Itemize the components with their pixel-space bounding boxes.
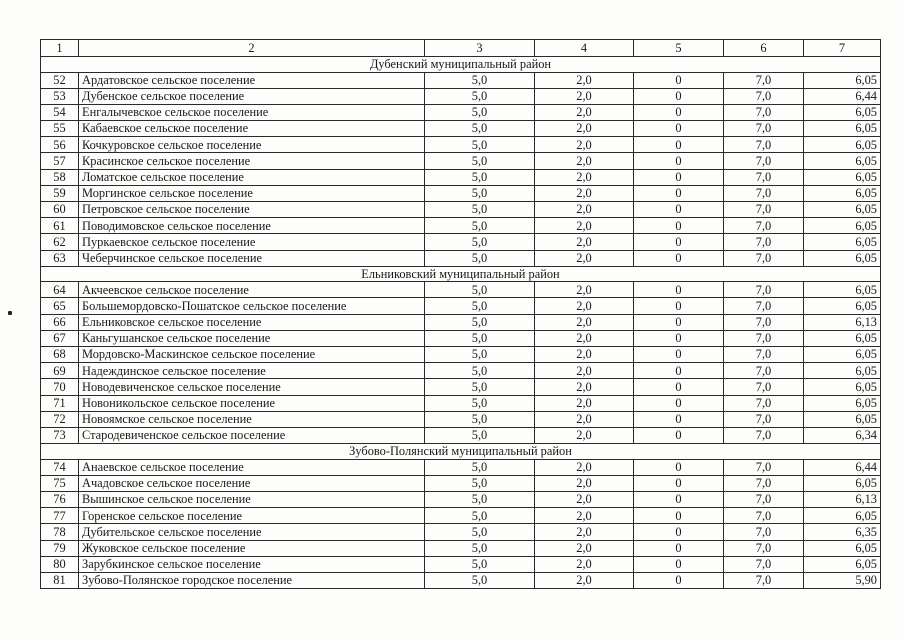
value-col-7: 6,05 xyxy=(804,379,881,395)
table-row xyxy=(41,121,881,137)
value-col-7: 6,05 xyxy=(804,508,881,524)
value-col-6: 7,0 xyxy=(724,137,804,153)
value-col-4: 2,0 xyxy=(535,540,634,556)
value-col-4: 2,0 xyxy=(535,524,634,540)
value-col-6: 7,0 xyxy=(724,88,804,104)
row-number: 57 xyxy=(41,153,79,169)
value-col-7: 6,05 xyxy=(804,475,881,491)
table-row xyxy=(41,427,881,443)
value-col-3: 5,0 xyxy=(425,508,535,524)
row-number: 62 xyxy=(41,234,79,250)
value-col-3: 5,0 xyxy=(425,395,535,411)
settlement-name: Ломатское сельское поселение xyxy=(79,169,425,185)
value-col-4: 2,0 xyxy=(535,572,634,588)
row-number: 71 xyxy=(41,395,79,411)
value-col-5: 0 xyxy=(634,137,724,153)
value-col-5: 0 xyxy=(634,347,724,363)
value-col-3: 5,0 xyxy=(425,363,535,379)
district-title: Ельниковский муниципальный район xyxy=(41,266,881,282)
row-number: 78 xyxy=(41,524,79,540)
value-col-6: 7,0 xyxy=(724,153,804,169)
table-row xyxy=(41,459,881,475)
column-number-row xyxy=(41,40,881,57)
value-col-5: 0 xyxy=(634,411,724,427)
settlement-name: Надеждинское сельское поселение xyxy=(79,363,425,379)
value-col-6: 7,0 xyxy=(724,572,804,588)
row-number: 61 xyxy=(41,218,79,234)
value-col-7: 6,05 xyxy=(804,395,881,411)
value-col-4: 2,0 xyxy=(535,330,634,346)
value-col-7: 6,05 xyxy=(804,330,881,346)
row-number: 59 xyxy=(41,185,79,201)
value-col-3: 5,0 xyxy=(425,347,535,363)
value-col-6: 7,0 xyxy=(724,314,804,330)
table-row xyxy=(41,104,881,120)
row-number: 72 xyxy=(41,411,79,427)
row-number: 79 xyxy=(41,540,79,556)
value-col-7: 6,05 xyxy=(804,169,881,185)
value-col-5: 0 xyxy=(634,169,724,185)
value-col-7: 6,05 xyxy=(804,298,881,314)
value-col-5: 0 xyxy=(634,427,724,443)
value-col-3: 5,0 xyxy=(425,282,535,298)
value-col-3: 5,0 xyxy=(425,104,535,120)
value-col-7: 6,44 xyxy=(804,459,881,475)
table-row xyxy=(41,508,881,524)
value-col-7: 6,34 xyxy=(804,427,881,443)
row-number: 56 xyxy=(41,137,79,153)
value-col-5: 0 xyxy=(634,314,724,330)
value-col-6: 7,0 xyxy=(724,104,804,120)
value-col-7: 6,05 xyxy=(804,282,881,298)
value-col-6: 7,0 xyxy=(724,121,804,137)
value-col-3: 5,0 xyxy=(425,298,535,314)
row-number: 76 xyxy=(41,492,79,508)
row-number: 67 xyxy=(41,330,79,346)
value-col-4: 2,0 xyxy=(535,218,634,234)
row-number: 64 xyxy=(41,282,79,298)
value-col-5: 0 xyxy=(634,572,724,588)
value-col-4: 2,0 xyxy=(535,121,634,137)
settlement-name: Мордовско-Маскинское сельское поселение xyxy=(79,347,425,363)
row-number: 68 xyxy=(41,347,79,363)
value-col-4: 2,0 xyxy=(535,459,634,475)
value-col-4: 2,0 xyxy=(535,169,634,185)
column-number: 2 xyxy=(79,40,425,57)
row-number: 80 xyxy=(41,556,79,572)
value-col-3: 5,0 xyxy=(425,411,535,427)
value-col-5: 0 xyxy=(634,202,724,218)
value-col-4: 2,0 xyxy=(535,314,634,330)
row-number: 54 xyxy=(41,104,79,120)
value-col-4: 2,0 xyxy=(535,298,634,314)
value-col-4: 2,0 xyxy=(535,202,634,218)
row-number: 52 xyxy=(41,72,79,88)
settlement-name: Горенское сельское поселение xyxy=(79,508,425,524)
settlement-name: Ардатовское сельское поселение xyxy=(79,72,425,88)
value-col-5: 0 xyxy=(634,395,724,411)
value-col-4: 2,0 xyxy=(535,88,634,104)
value-col-6: 7,0 xyxy=(724,72,804,88)
value-col-5: 0 xyxy=(634,508,724,524)
column-number: 6 xyxy=(724,40,804,57)
settlement-name: Новоникольское сельское поселение xyxy=(79,395,425,411)
district-title: Зубово-Полянский муниципальный район xyxy=(41,444,881,460)
value-col-7: 6,05 xyxy=(804,363,881,379)
value-col-3: 5,0 xyxy=(425,153,535,169)
value-col-5: 0 xyxy=(634,282,724,298)
value-col-5: 0 xyxy=(634,185,724,201)
column-number: 3 xyxy=(425,40,535,57)
value-col-4: 2,0 xyxy=(535,153,634,169)
column-number: 7 xyxy=(804,40,881,57)
value-col-7: 6,44 xyxy=(804,88,881,104)
row-number: 74 xyxy=(41,459,79,475)
settlement-name: Большемордовско-Пошатское сельское поселение xyxy=(79,298,425,314)
value-col-7: 6,05 xyxy=(804,153,881,169)
value-col-5: 0 xyxy=(634,330,724,346)
value-col-3: 5,0 xyxy=(425,218,535,234)
district-section-header xyxy=(41,444,881,460)
value-col-5: 0 xyxy=(634,363,724,379)
value-col-5: 0 xyxy=(634,492,724,508)
value-col-4: 2,0 xyxy=(535,282,634,298)
settlements-rate-table xyxy=(40,39,881,589)
settlement-name: Стародевиченское сельское поселение xyxy=(79,427,425,443)
value-col-5: 0 xyxy=(634,298,724,314)
value-col-3: 5,0 xyxy=(425,427,535,443)
value-col-6: 7,0 xyxy=(724,475,804,491)
row-number: 70 xyxy=(41,379,79,395)
value-col-4: 2,0 xyxy=(535,363,634,379)
value-col-4: 2,0 xyxy=(535,234,634,250)
column-number: 5 xyxy=(634,40,724,57)
value-col-5: 0 xyxy=(634,475,724,491)
value-col-7: 6,35 xyxy=(804,524,881,540)
table-row xyxy=(41,556,881,572)
row-number: 73 xyxy=(41,427,79,443)
settlement-name: Красинское сельское поселение xyxy=(79,153,425,169)
value-col-4: 2,0 xyxy=(535,556,634,572)
settlement-name: Кочкуровское сельское поселение xyxy=(79,137,425,153)
value-col-5: 0 xyxy=(634,218,724,234)
value-col-3: 5,0 xyxy=(425,72,535,88)
settlement-name: Новодевиченское сельское поселение xyxy=(79,379,425,395)
table-row xyxy=(41,88,881,104)
value-col-7: 6,05 xyxy=(804,250,881,266)
value-col-4: 2,0 xyxy=(535,475,634,491)
value-col-6: 7,0 xyxy=(724,411,804,427)
value-col-6: 7,0 xyxy=(724,298,804,314)
value-col-6: 7,0 xyxy=(724,427,804,443)
value-col-7: 6,05 xyxy=(804,218,881,234)
value-col-3: 5,0 xyxy=(425,572,535,588)
value-col-4: 2,0 xyxy=(535,104,634,120)
district-title: Дубенский муниципальный район xyxy=(41,57,881,73)
value-col-5: 0 xyxy=(634,121,724,137)
table-row xyxy=(41,475,881,491)
table-row xyxy=(41,524,881,540)
value-col-3: 5,0 xyxy=(425,459,535,475)
value-col-7: 6,05 xyxy=(804,137,881,153)
value-col-7: 6,05 xyxy=(804,202,881,218)
value-col-6: 7,0 xyxy=(724,202,804,218)
district-section-header xyxy=(41,266,881,282)
table-row xyxy=(41,314,881,330)
table-row xyxy=(41,395,881,411)
table-row xyxy=(41,540,881,556)
value-col-7: 6,13 xyxy=(804,492,881,508)
table-row xyxy=(41,250,881,266)
table-row xyxy=(41,153,881,169)
value-col-3: 5,0 xyxy=(425,475,535,491)
value-col-3: 5,0 xyxy=(425,492,535,508)
value-col-3: 5,0 xyxy=(425,250,535,266)
value-col-5: 0 xyxy=(634,234,724,250)
value-col-7: 6,05 xyxy=(804,72,881,88)
table-row xyxy=(41,572,881,588)
settlement-name: Анаевское сельское поселение xyxy=(79,459,425,475)
value-col-3: 5,0 xyxy=(425,88,535,104)
table-row xyxy=(41,282,881,298)
value-col-4: 2,0 xyxy=(535,250,634,266)
settlement-name: Поводимовское сельское поселение xyxy=(79,218,425,234)
value-col-4: 2,0 xyxy=(535,492,634,508)
value-col-3: 5,0 xyxy=(425,540,535,556)
district-section-header xyxy=(41,57,881,73)
value-col-5: 0 xyxy=(634,104,724,120)
value-col-3: 5,0 xyxy=(425,234,535,250)
value-col-5: 0 xyxy=(634,72,724,88)
table-row xyxy=(41,234,881,250)
value-col-5: 0 xyxy=(634,540,724,556)
value-col-4: 2,0 xyxy=(535,137,634,153)
value-col-5: 0 xyxy=(634,459,724,475)
row-number: 81 xyxy=(41,572,79,588)
value-col-6: 7,0 xyxy=(724,395,804,411)
table-row xyxy=(41,298,881,314)
value-col-7: 6,05 xyxy=(804,411,881,427)
settlement-name: Зарубкинское сельское поселение xyxy=(79,556,425,572)
row-number: 58 xyxy=(41,169,79,185)
settlement-name: Жуковское сельское поселение xyxy=(79,540,425,556)
value-col-3: 5,0 xyxy=(425,524,535,540)
value-col-6: 7,0 xyxy=(724,185,804,201)
row-number: 75 xyxy=(41,475,79,491)
value-col-4: 2,0 xyxy=(535,411,634,427)
settlement-name: Дубенское сельское поселение xyxy=(79,88,425,104)
value-col-7: 5,90 xyxy=(804,572,881,588)
table-row xyxy=(41,330,881,346)
value-col-3: 5,0 xyxy=(425,330,535,346)
value-col-6: 7,0 xyxy=(724,218,804,234)
value-col-4: 2,0 xyxy=(535,72,634,88)
value-col-4: 2,0 xyxy=(535,395,634,411)
table-row xyxy=(41,492,881,508)
row-number: 66 xyxy=(41,314,79,330)
table-row xyxy=(41,347,881,363)
value-col-4: 2,0 xyxy=(535,185,634,201)
value-col-6: 7,0 xyxy=(724,363,804,379)
value-col-7: 6,05 xyxy=(804,347,881,363)
value-col-3: 5,0 xyxy=(425,314,535,330)
value-col-5: 0 xyxy=(634,524,724,540)
value-col-4: 2,0 xyxy=(535,379,634,395)
settlement-name: Ачадовское сельское поселение xyxy=(79,475,425,491)
row-number: 53 xyxy=(41,88,79,104)
value-col-3: 5,0 xyxy=(425,169,535,185)
value-col-7: 6,13 xyxy=(804,314,881,330)
table-row xyxy=(41,379,881,395)
row-number: 69 xyxy=(41,363,79,379)
value-col-7: 6,05 xyxy=(804,556,881,572)
column-number: 4 xyxy=(535,40,634,57)
value-col-7: 6,05 xyxy=(804,121,881,137)
value-col-3: 5,0 xyxy=(425,202,535,218)
settlement-name: Акчеевское сельское поселение xyxy=(79,282,425,298)
row-number: 55 xyxy=(41,121,79,137)
settlement-name: Енгалычевское сельское поселение xyxy=(79,104,425,120)
value-col-6: 7,0 xyxy=(724,556,804,572)
value-col-6: 7,0 xyxy=(724,508,804,524)
settlement-name: Чеберчинское сельское поселение xyxy=(79,250,425,266)
value-col-5: 0 xyxy=(634,379,724,395)
value-col-3: 5,0 xyxy=(425,556,535,572)
value-col-3: 5,0 xyxy=(425,379,535,395)
value-col-6: 7,0 xyxy=(724,459,804,475)
value-col-6: 7,0 xyxy=(724,379,804,395)
settlement-name: Новоямское сельское поселение xyxy=(79,411,425,427)
value-col-6: 7,0 xyxy=(724,250,804,266)
value-col-6: 7,0 xyxy=(724,347,804,363)
value-col-7: 6,05 xyxy=(804,540,881,556)
value-col-6: 7,0 xyxy=(724,540,804,556)
value-col-6: 7,0 xyxy=(724,524,804,540)
table-row xyxy=(41,411,881,427)
value-col-4: 2,0 xyxy=(535,427,634,443)
settlement-name: Вышинское сельское поселение xyxy=(79,492,425,508)
table-row xyxy=(41,218,881,234)
row-number: 65 xyxy=(41,298,79,314)
value-col-6: 7,0 xyxy=(724,492,804,508)
value-col-6: 7,0 xyxy=(724,169,804,185)
value-col-3: 5,0 xyxy=(425,137,535,153)
value-col-6: 7,0 xyxy=(724,234,804,250)
settlement-name: Дубительское сельское поселение xyxy=(79,524,425,540)
settlement-name: Моргинское сельское поселение xyxy=(79,185,425,201)
column-number: 1 xyxy=(41,40,79,57)
settlement-name: Каньгушанское сельское поселение xyxy=(79,330,425,346)
value-col-5: 0 xyxy=(634,153,724,169)
settlement-name: Ельниковское сельское поселение xyxy=(79,314,425,330)
row-number: 63 xyxy=(41,250,79,266)
scan-speck xyxy=(8,311,12,315)
value-col-6: 7,0 xyxy=(724,282,804,298)
value-col-7: 6,05 xyxy=(804,104,881,120)
row-number: 77 xyxy=(41,508,79,524)
settlement-name: Кабаевское сельское поселение xyxy=(79,121,425,137)
table-row xyxy=(41,137,881,153)
table-row xyxy=(41,72,881,88)
value-col-6: 7,0 xyxy=(724,330,804,346)
value-col-7: 6,05 xyxy=(804,185,881,201)
value-col-3: 5,0 xyxy=(425,185,535,201)
value-col-5: 0 xyxy=(634,88,724,104)
table-row xyxy=(41,169,881,185)
settlement-name: Пуркаевское сельское поселение xyxy=(79,234,425,250)
table-row xyxy=(41,202,881,218)
table-row xyxy=(41,363,881,379)
row-number: 60 xyxy=(41,202,79,218)
value-col-7: 6,05 xyxy=(804,234,881,250)
value-col-4: 2,0 xyxy=(535,508,634,524)
value-col-3: 5,0 xyxy=(425,121,535,137)
table-row xyxy=(41,185,881,201)
settlement-name: Петровское сельское поселение xyxy=(79,202,425,218)
settlement-name: Зубово-Полянское городское поселение xyxy=(79,572,425,588)
value-col-5: 0 xyxy=(634,250,724,266)
value-col-5: 0 xyxy=(634,556,724,572)
value-col-4: 2,0 xyxy=(535,347,634,363)
